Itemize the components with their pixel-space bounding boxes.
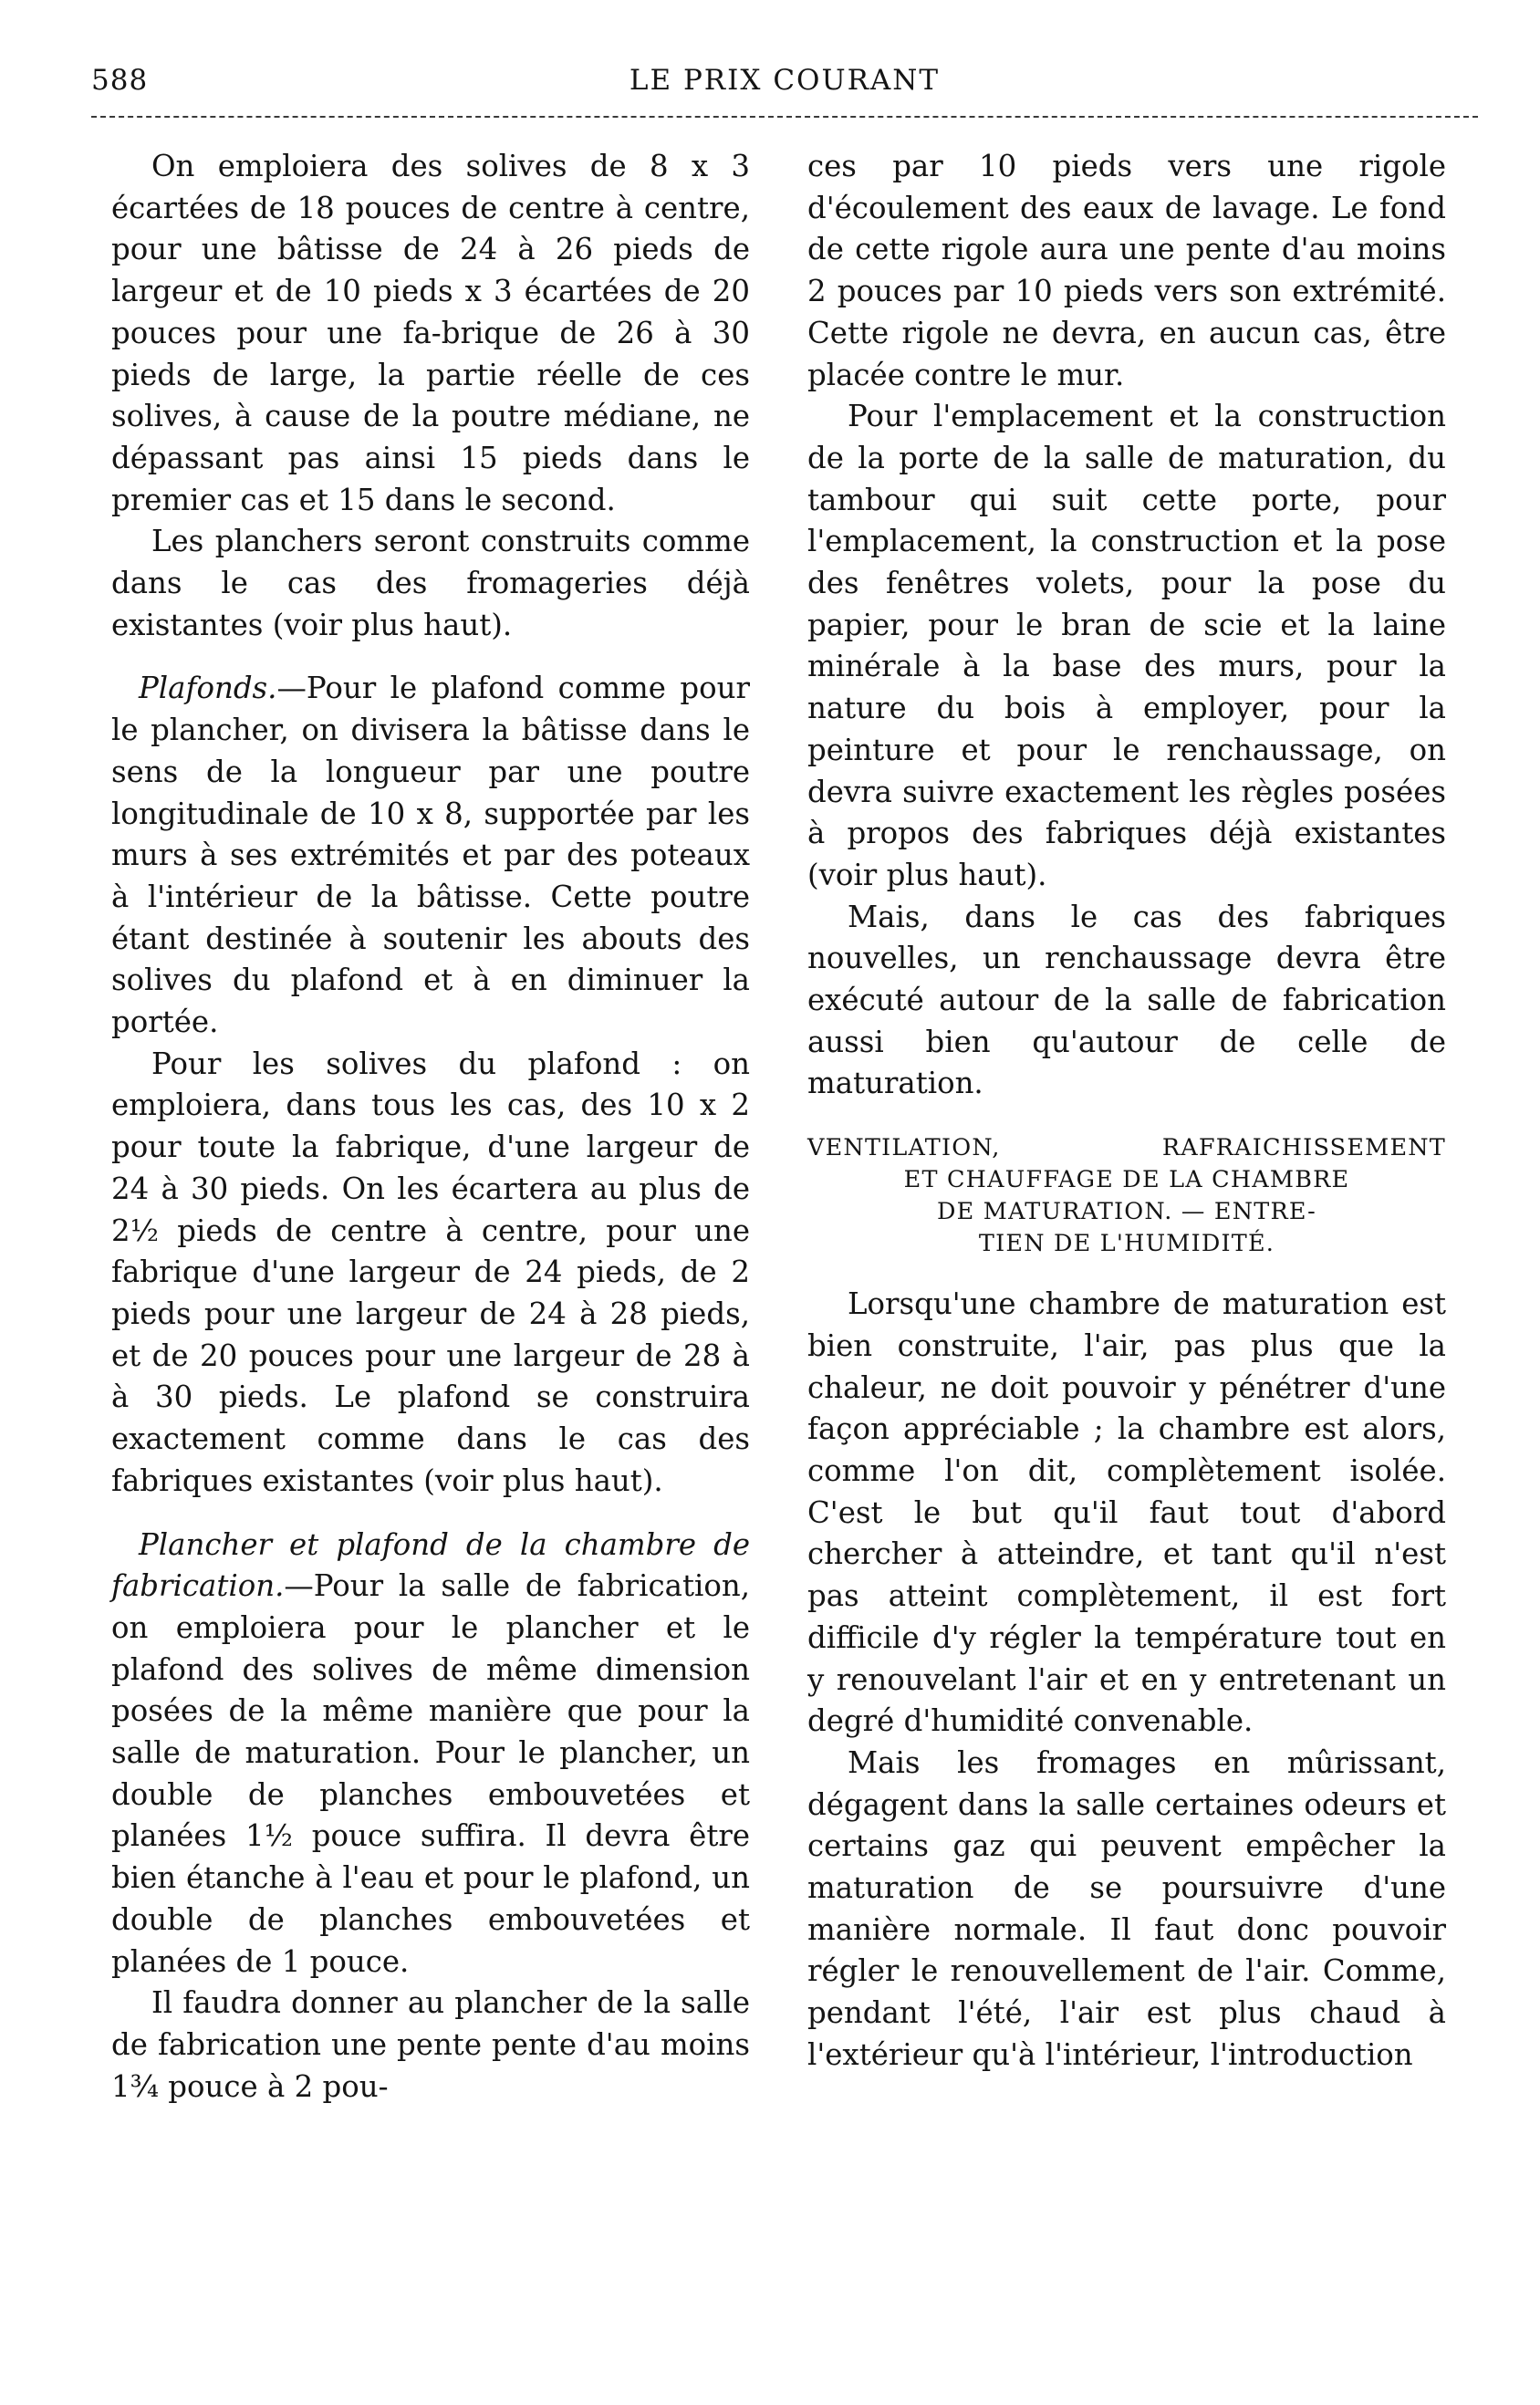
page-header (91, 64, 1478, 109)
paragraph-body: —Pour la salle de fabrication, on emploiera pour le plancher et le plafond des solives de même dimension posées de la même manière que pour la salle de maturation. Pour le plancher, un double de planches embouvetées et planées 1½ pouce suffira. Il devra être bien étanche à l'eau et pour le plafond, un double de planches embouvetées et planées de 1 pouce. (111, 1568, 750, 1979)
paragraph: Lorsqu'une chambre de maturation est bien construite, l'air, pas plus que la chaleur, ne doit pouvoir y pénétrer d'une façon appréciable ; la chambre est alors, comme l'on dit, complètement isolée. C'est le but qu'il faut tout d'abord chercher à atteindre, et tant qu'il n'est pas atteint complètement, il est fort difficile d'y régler la température tout en y renouvelant l'air et en y entretenant un degré d'humidité convenable. (807, 1286, 1446, 1739)
heading-line: TIEN DE L'HUMIDITÉ. (978, 1230, 1275, 1258)
page-number: 588 (91, 64, 149, 97)
paragraph: Pour les solives du plafond : on emploiera, dans tous les cas, des 10 x 2 pour toute la fabrique, d'une largeur de 24 à 30 pieds. On les écartera au plus de 2½ pieds de centre à centre, pour une fabrique d'une largeur de 24 pieds, de 2 pieds pour une largeur de 24 à 28 pieds, et de 20 pouces pour une largeur de 28 à à 30 pieds. Le plafond se construira exactement comme dans le cas des fabriques existantes (voir plus haut). (111, 1046, 750, 1498)
paragraph: Mais, dans le cas des fabriques nouvelles, un renchaussage devra être exécuté autour de la salle de fabrication aussi bien qu'autour de celle de maturation. (807, 899, 1446, 1101)
header-rule (91, 116, 1478, 118)
heading-line: VENTILATION, RAFRAICHISSEMENT (807, 1134, 1446, 1162)
paragraph: ces par 10 pieds vers une rigole d'écoulement des eaux de lavage. Le fond de cette rigole aura une pente d'au moins 2 pouces par 10 pieds vers son extrémité. Cette rigole ne devra, en aucun cas, être placée contre le mur. (807, 149, 1446, 392)
paragraph-plafonds (111, 668, 750, 1043)
right-column (807, 146, 1446, 2077)
heading-line: DE MATURATION. — ENTRE- (937, 1198, 1316, 1226)
running-title: LE PRIX COURANT (629, 64, 941, 97)
paragraph: Pour l'emplacement et la construction de la porte de la salle de maturation, du tambour qui suit cette porte, pour l'emplacement, la construction et la pose des fenêtres volets, pour la pose du papier, pour le bran de scie et la laine minérale à la base des murs, pour la nature du bois à employer, pour la peinture et pour le renchaussage, on devra suivre exactement les règles posées à propos des fabriques déjà existantes (voir plus haut). (807, 399, 1446, 892)
run-in-title: Plancher et plafond de la chambre de fabrication. (111, 1526, 750, 1604)
paragraph-body: —Pour le plafond comme pour le plancher, on divisera la bâtisse dans le sens de la longueur par une poutre longitudinale de 10 x 8, supportée par les murs à ses extrémités et par des poteaux à l'intérieur de la bâtisse. Cette poutre étant destinée à soutenir les abouts des solives du plafond et à en diminuer la portée. (111, 671, 750, 1040)
section-heading (807, 1132, 1446, 1260)
paragraph: Mais les fromages en mûrissant, dégagent dans la salle certaines odeurs et certains gaz qui peuvent empêcher la maturation de se poursuivre d'une manière normale. Il faut donc pouvoir régler le renouvellement de l'air. Comme, pendant l'été, l'air est plus chaud à l'extérieur qu'à l'intérieur, l'introduction (807, 1744, 1446, 2072)
left-column (111, 146, 750, 2108)
heading-line: ET CHAUFFAGE DE LA CHAMBRE (903, 1166, 1350, 1194)
paragraph: Les planchers seront construits comme dans le cas des fromageries déjà existantes (voir plus haut). (111, 524, 750, 642)
paragraph: On emploiera des solives de 8 x 3 écartées de 18 pouces de centre à centre, pour une bâtisse de 24 à 26 pieds de largeur et de 10 pieds x 3 écartées de 20 pouces pour une fa-brique de 26 à 30 pieds de large, la partie réelle de ces solives, à cause de la poutre médiane, ne dépassant pas ainsi 15 pieds dans le premier cas et 15 dans le second. (111, 149, 750, 517)
paragraph-plancher (111, 1525, 750, 1983)
run-in-title: Plafonds. (139, 671, 277, 706)
paragraph: Il faudra donner au plancher de la salle de fabrication une pente pente d'au moins 1¾ pouce à 2 pou- (111, 1985, 750, 2104)
